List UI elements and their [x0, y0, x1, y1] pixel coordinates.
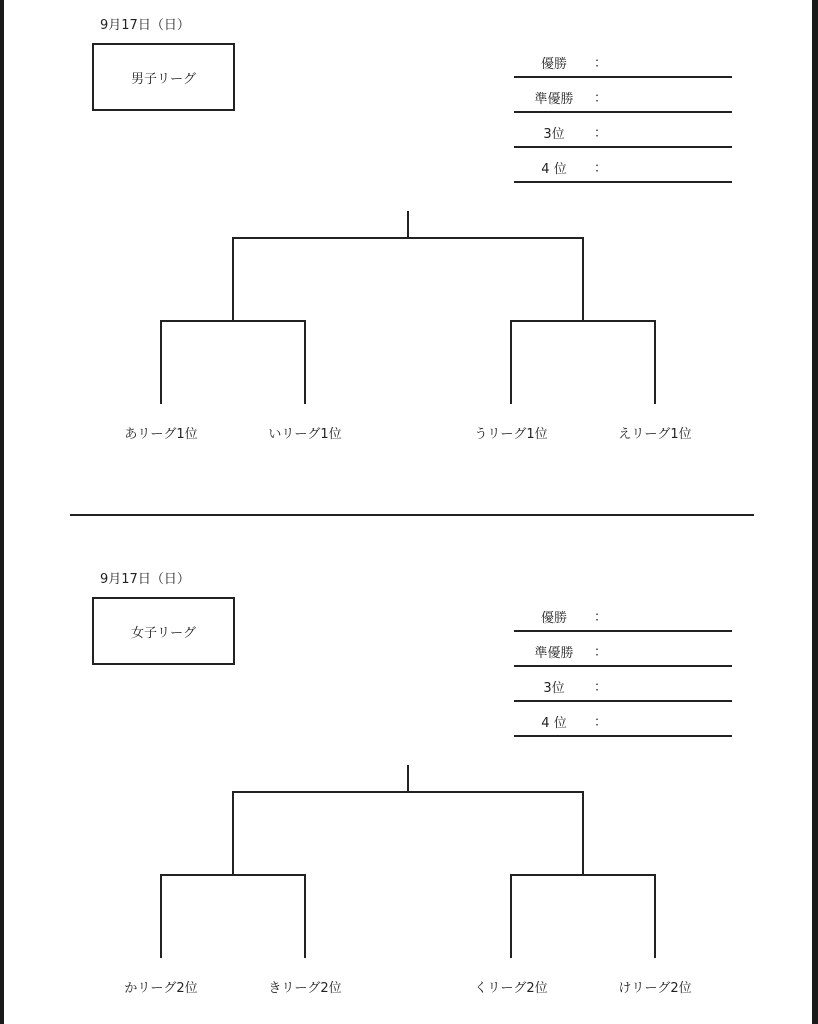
match-date: 9月17日（日）: [100, 572, 190, 587]
section-divider: [70, 514, 754, 516]
result-row-winner: [514, 45, 732, 78]
result-colon: ：: [594, 91, 608, 106]
results-table: [514, 599, 732, 739]
bracket-final-bar: [232, 791, 584, 793]
team-label: あリーグ1位: [124, 427, 198, 442]
bracket-semi-right-bar: [510, 320, 656, 322]
bracket-semi-left-stem: [232, 791, 234, 876]
result-label: 準優勝: [534, 92, 574, 107]
result-row-runner-up: [514, 80, 732, 113]
result-label: 3位: [543, 681, 565, 696]
result-colon: ：: [594, 715, 608, 730]
result-label: 3位: [543, 127, 565, 142]
result-colon: ：: [594, 645, 608, 660]
team-label: うリーグ1位: [474, 427, 548, 442]
team-label: けリーグ2位: [618, 981, 692, 996]
team-label: きリーグ2位: [268, 981, 342, 996]
bracket-team-leg: [304, 874, 306, 958]
result-row-fourth: [514, 704, 732, 737]
bracket-team-leg: [304, 320, 306, 404]
match-date: 9月17日（日）: [100, 18, 190, 33]
bracket-final-bar: [232, 237, 584, 239]
bracket-semi-left-bar: [160, 320, 306, 322]
bracket-team-leg: [654, 874, 656, 958]
bracket-semi-left-stem: [232, 237, 234, 322]
league-title: 男子リーグ: [130, 71, 196, 87]
bracket-semi-right-stem: [582, 237, 584, 322]
result-row-runner-up: [514, 634, 732, 667]
league-title: 女子リーグ: [130, 625, 196, 641]
league-title-box: [92, 43, 235, 111]
bracket-team-leg: [510, 320, 512, 404]
result-colon: ：: [594, 161, 608, 176]
result-label: 4 位: [541, 162, 567, 177]
result-colon: ：: [594, 610, 608, 625]
result-row-fourth: [514, 150, 732, 183]
result-colon: ：: [594, 680, 608, 695]
bracket-team-leg: [160, 320, 162, 404]
result-row-third: [514, 115, 732, 148]
result-row-third: [514, 669, 732, 702]
bracket-semi-right-stem: [582, 791, 584, 876]
bracket-semi-right-bar: [510, 874, 656, 876]
bracket-semi-left-bar: [160, 874, 306, 876]
results-table: [514, 45, 732, 185]
league-title-box: [92, 597, 235, 665]
result-label: 優勝: [540, 611, 567, 626]
result-label: 優勝: [540, 57, 567, 72]
document-page: [4, 0, 812, 1024]
bracket-final-stem: [407, 211, 409, 239]
bracket-team-leg: [160, 874, 162, 958]
bracket-final-stem: [407, 765, 409, 793]
team-label: いリーグ1位: [268, 427, 342, 442]
team-label: くリーグ2位: [474, 981, 548, 996]
result-colon: ：: [594, 56, 608, 71]
bracket-team-leg: [654, 320, 656, 404]
result-label: 準優勝: [534, 646, 574, 661]
result-colon: ：: [594, 126, 608, 141]
team-label: かリーグ2位: [124, 981, 198, 996]
team-label: えリーグ1位: [618, 427, 692, 442]
result-row-winner: [514, 599, 732, 632]
bracket-team-leg: [510, 874, 512, 958]
result-label: 4 位: [541, 716, 567, 731]
